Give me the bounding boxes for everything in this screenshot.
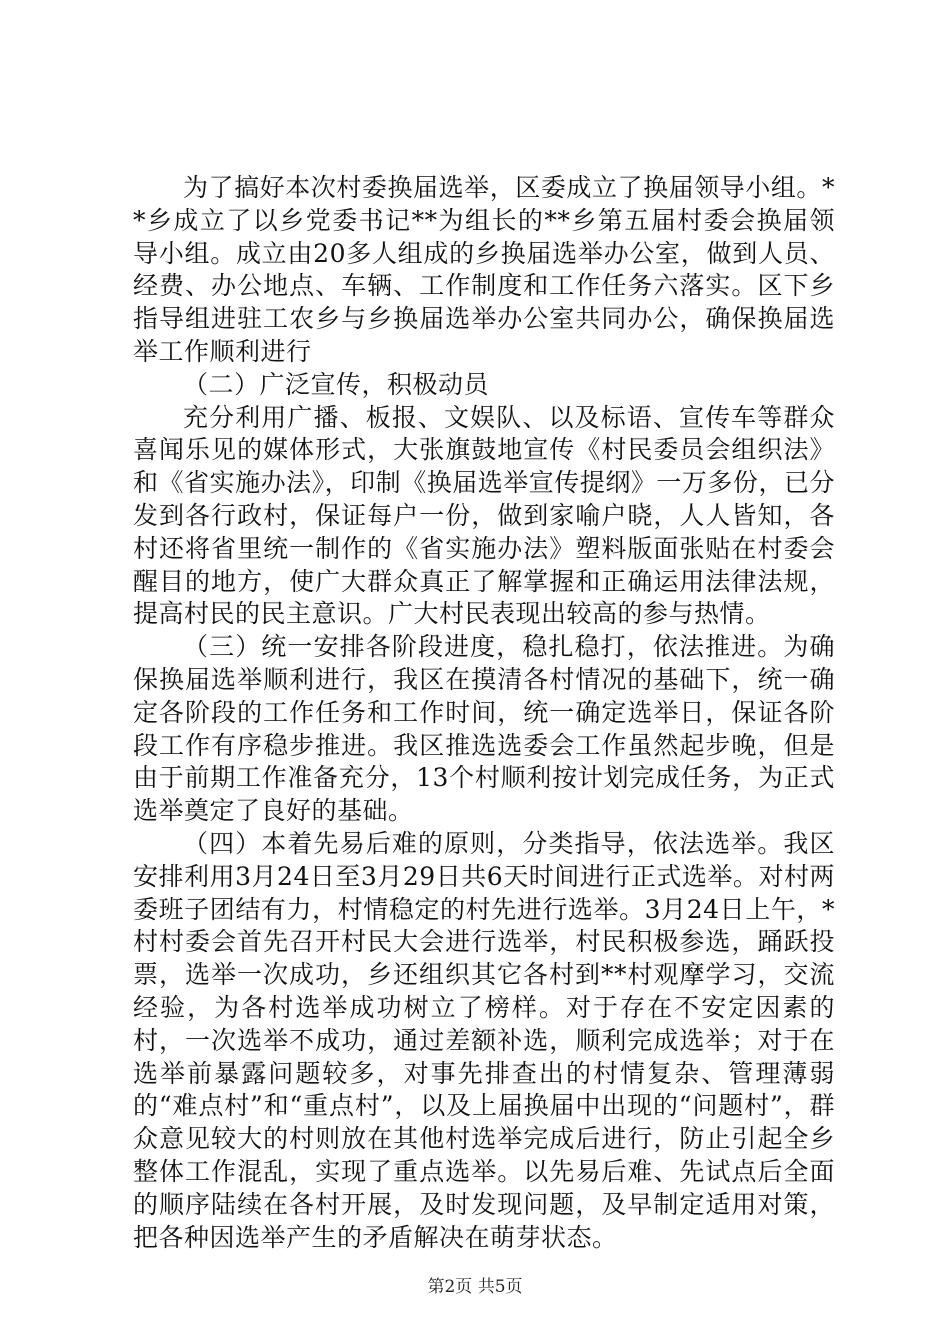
section-heading-publicity: （二）广泛宣传，积极动员 bbox=[183, 369, 490, 399]
paragraph-leadership-group: 为了搞好本次村委换届选举，区委成立了换届领导小组。**乡成立了以乡党委书记**为组长的**乡第五届村委会换届领导小组。成立由20多人组成的乡换届选举办公室，做到人员、经费、办公地点、车辆、工作制度和工作任务六落实。区下乡指导组进驻工农乡与乡换届选举办公室共同办公，确保换届选举工作顺利进行 bbox=[133, 173, 835, 366]
paragraph-publicity: 充分利用广播、板报、文娱队、以及标语、宣传车等群众喜闻乐见的媒体形式，大张旗鼓地宣传《村民委员会组织法》和《省实施办法》，印制《换届选举宣传提纲》一万多份，已分发到各行政村，保证每户一份，做到家喻户晓，人人皆知，各村还将省里统一制作的《省实施办法》塑料版面张贴在村委会醒目的地方，使广大群众真正了解掌握和正确运用法律法规，提高村民的民主意识。广大村民表现出较高的参与热情。 bbox=[133, 402, 835, 629]
paragraph-unified-schedule: （三）统一安排各阶段进度，稳扎稳打，依法推进。为确保换届选举顺利进行，我区在摸清各村情况的基础下，统一确定各阶段的工作任务和工作时间，统一确定选举日，保证各阶段工作有序稳步推进。我区推选选委会工作虽然起步晚，但是由于前期工作准备充分，13个村顺利按计划完成任务，为正式选举奠定了良好的基础。 bbox=[133, 632, 835, 826]
document-body bbox=[133, 172, 835, 1254]
paragraph-easy-first-election: （四）本着先易后难的原则，分类指导，依法选举。我区安排利用3月24日至3月29日共6天时间进行正式选举。对村两委班子团结有力，村情稳定的村先进行选举。3月24日上午，*村村委会首先召开村民大会进行选举，村民积极参选，踊跃投票，选举一次成功，乡还组织其它各村到**村观摩学习，交流经验，为各村选举成功树立了榜样。对于存在不安定因素的村，一次选举不成功，通过差额补选，顺利完成选举；对于在选举前暴露问题较多，对事先排查出的村情复杂、管理薄弱的“难点村”和“重点村”，以及上届换届中出现的“问题村”，群众意见较大的村则放在其他村选举完成后进行，防止引起全乡整体工作混乱，实现了重点选举。以先易后难、先试点后全面的顺序陆续在各村开展，及时发现问题，及早制定适用对策，把各种因选举产生的矛盾解决在萌芽状态。 bbox=[133, 828, 835, 1252]
page-footer: 第2页 共5页 bbox=[427, 1277, 523, 1297]
